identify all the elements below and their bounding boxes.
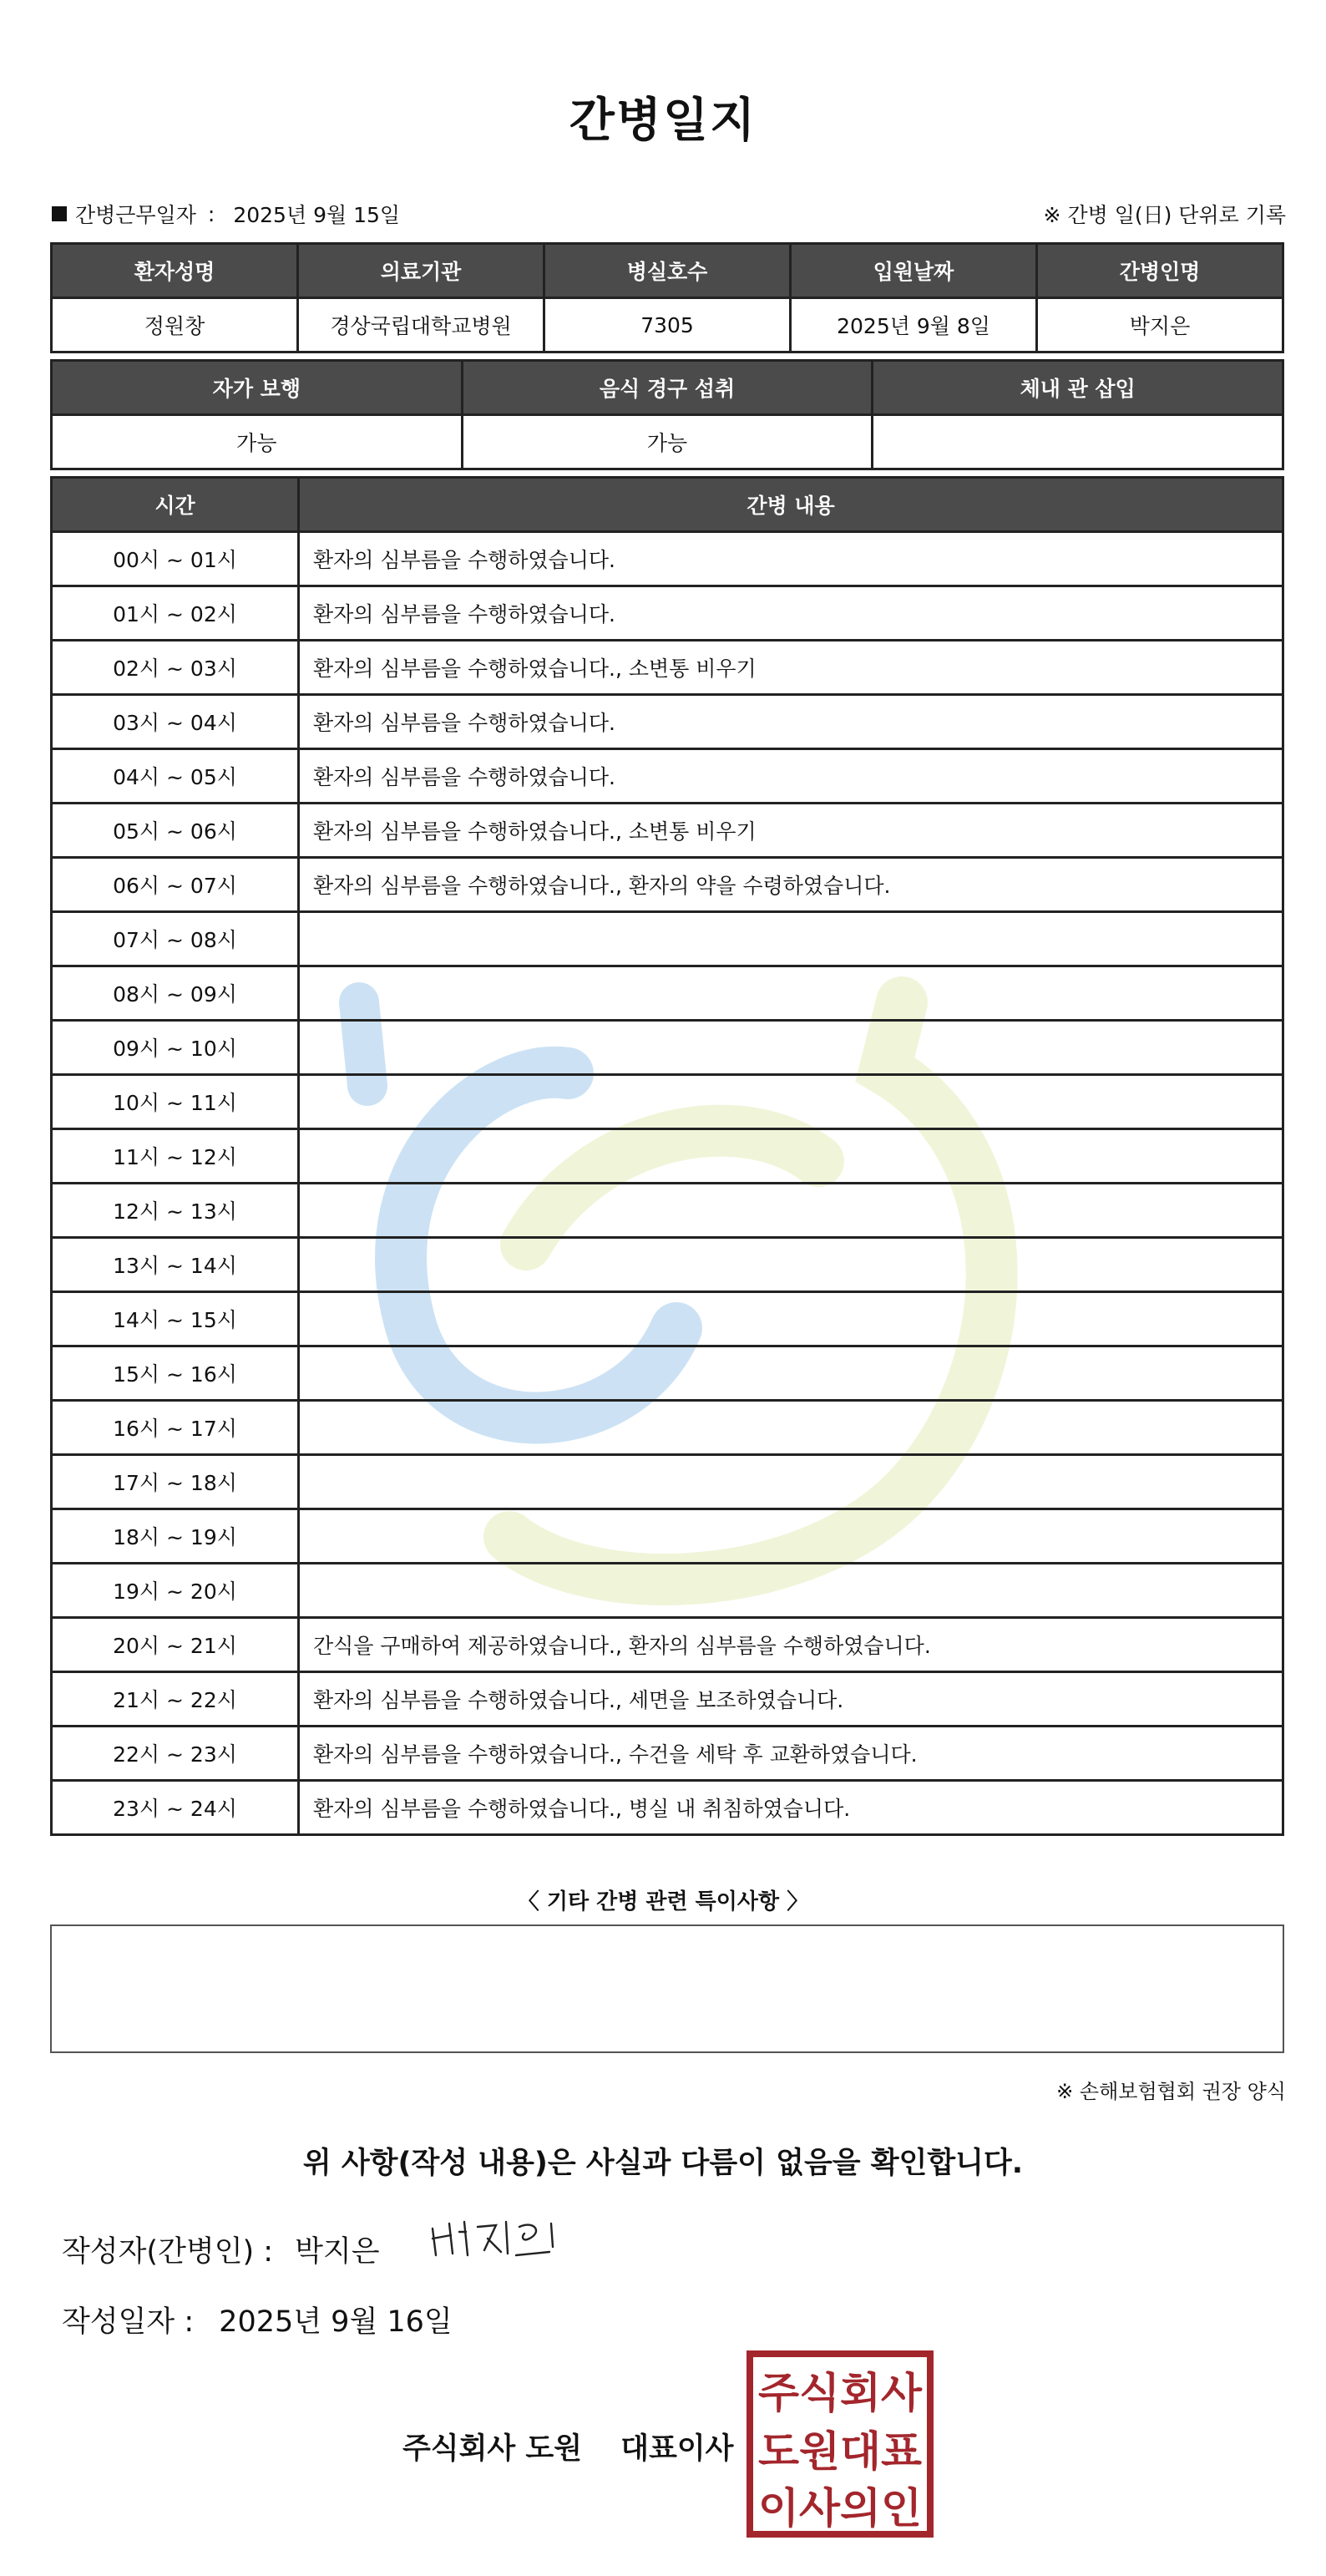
company-signature (402, 2426, 733, 2467)
svg-text:이사의인: 이사의인 (758, 2484, 922, 2533)
writer-row (62, 2229, 380, 2270)
care-log-row (52, 1129, 1283, 1184)
care-log-time: 15시 ~ 16시 (52, 1346, 299, 1401)
care-log-row (52, 1455, 1283, 1509)
care-log-time: 04시 ~ 05시 (52, 749, 299, 804)
care-log-content (299, 1292, 1283, 1346)
care-log-content: 환자의 심부름을 수행하였습니다., 세면을 보조하였습니다. (299, 1672, 1283, 1727)
company-name: 주식회사 도원 (402, 2432, 583, 2466)
written-date-label: 작성일자 : (62, 2305, 195, 2339)
written-date-value: 2025년 9월 16일 (219, 2305, 453, 2339)
patient-info-table (50, 242, 1284, 353)
header-caregiver-name: 간병인명 (1037, 244, 1283, 298)
care-log-time: 18시 ~ 19시 (52, 1509, 299, 1564)
care-log-content (299, 1021, 1283, 1075)
svg-text:주식회사: 주식회사 (758, 2369, 923, 2417)
care-log-time: 12시 ~ 13시 (52, 1184, 299, 1238)
care-log-content: 환자의 심부름을 수행하였습니다. (299, 695, 1283, 749)
care-log-row (52, 1075, 1283, 1129)
care-date-label: 간병근무일자 (75, 203, 196, 227)
care-log-time: 23시 ~ 24시 (52, 1781, 299, 1835)
patient-name: 정원창 (52, 298, 298, 352)
admission-date: 2025년 9월 8일 (791, 298, 1037, 352)
care-log-content: 환자의 심부름을 수행하였습니다. (299, 749, 1283, 804)
representative-title: 대표이사 (620, 2432, 734, 2466)
care-date-row (52, 199, 400, 229)
care-log-row (52, 1727, 1283, 1781)
care-log-row (52, 1401, 1283, 1455)
daily-record-note: ※ 간병 일(日) 단위로 기록 (1043, 203, 1286, 227)
care-log-row (52, 749, 1283, 804)
care-log-row (52, 641, 1283, 695)
care-log-row (52, 858, 1283, 912)
care-log-body (52, 532, 1283, 1835)
care-log-row (52, 1509, 1283, 1564)
tube-insertion-value (873, 415, 1283, 469)
care-log-row (52, 1618, 1283, 1672)
care-log-content: 환자의 심부름을 수행하였습니다., 병실 내 취침하였습니다. (299, 1781, 1283, 1835)
patient-info-header-row (52, 244, 1283, 298)
header-admission-date: 입원날짜 (791, 244, 1037, 298)
care-log-content: 환자의 심부름을 수행하였습니다., 환자의 약을 수령하였습니다. (299, 858, 1283, 912)
written-date-row (62, 2299, 453, 2340)
care-log-time: 10시 ~ 11시 (52, 1075, 299, 1129)
svg-text:도원대표: 도원대표 (758, 2427, 923, 2476)
care-log-time: 13시 ~ 14시 (52, 1238, 299, 1292)
header-oral-intake: 음식 경구 섭취 (462, 361, 873, 415)
care-log-time: 17시 ~ 18시 (52, 1455, 299, 1509)
care-log-row (52, 1021, 1283, 1075)
care-log-row (52, 1672, 1283, 1727)
document-title: 간병일지 (569, 94, 757, 148)
oral-intake-value: 가능 (462, 415, 873, 469)
care-log-time: 11시 ~ 12시 (52, 1129, 299, 1184)
confirmation-statement: 위 사항(작성 내용)은 사실과 다름이 없음을 확인합니다. (302, 2147, 1024, 2180)
room-number: 7305 (544, 298, 791, 352)
patient-status-table (50, 359, 1284, 470)
patient-status-header-row (52, 361, 1283, 415)
care-log-time: 01시 ~ 02시 (52, 586, 299, 641)
care-log-content (299, 966, 1283, 1021)
care-log-content (299, 1509, 1283, 1564)
care-log-header-row (52, 478, 1283, 532)
header-care-content: 간병 내용 (299, 478, 1283, 532)
caregiver-name: 박지은 (1037, 298, 1283, 352)
care-log-time: 03시 ~ 04시 (52, 695, 299, 749)
care-log-row (52, 1184, 1283, 1238)
care-log-row (52, 532, 1283, 586)
form-source-note: ※ 손해보험협회 권장 양식 (1056, 2080, 1286, 2103)
care-date-colon: : (207, 201, 215, 226)
care-log-content (299, 1075, 1283, 1129)
care-log-content: 환자의 심부름을 수행하였습니다. (299, 532, 1283, 586)
care-log-content (299, 1346, 1283, 1401)
care-log-content (299, 1129, 1283, 1184)
care-log-time: 05시 ~ 06시 (52, 804, 299, 858)
header-room-number: 병실호수 (544, 244, 791, 298)
care-log-table (50, 476, 1284, 1836)
remarks-box (50, 1924, 1284, 2053)
care-log-row (52, 1346, 1283, 1401)
care-log-time: 16시 ~ 17시 (52, 1401, 299, 1455)
care-log-content (299, 1184, 1283, 1238)
care-log-content: 환자의 심부름을 수행하였습니다., 수건을 세탁 후 교환하였습니다. (299, 1727, 1283, 1781)
care-log-content (299, 1564, 1283, 1618)
care-log-time: 06시 ~ 07시 (52, 858, 299, 912)
care-log-content (299, 1401, 1283, 1455)
care-log-time: 09시 ~ 10시 (52, 1021, 299, 1075)
handwritten-signature (426, 2213, 568, 2274)
care-log-time: 00시 ~ 01시 (52, 532, 299, 586)
header-patient-name: 환자성명 (52, 244, 298, 298)
care-log-time: 22시 ~ 23시 (52, 1727, 299, 1781)
care-log-time: 08시 ~ 09시 (52, 966, 299, 1021)
care-log-content: 환자의 심부름을 수행하였습니다., 소변통 비우기 (299, 804, 1283, 858)
care-log-content (299, 1238, 1283, 1292)
care-log-row (52, 912, 1283, 966)
header-time: 시간 (52, 478, 299, 532)
care-log-row (52, 1781, 1283, 1835)
care-log-row (52, 1564, 1283, 1618)
header-tube-insertion: 체내 관 삽입 (873, 361, 1283, 415)
care-log-time: 07시 ~ 08시 (52, 912, 299, 966)
header-hospital: 의료기관 (298, 244, 544, 298)
care-log-time: 02시 ~ 03시 (52, 641, 299, 695)
square-bullet-icon (52, 206, 67, 221)
self-walking-value: 가능 (52, 415, 463, 469)
care-log-content: 환자의 심부름을 수행하였습니다., 소변통 비우기 (299, 641, 1283, 695)
patient-status-value-row (52, 415, 1283, 469)
care-log-row (52, 695, 1283, 749)
writer-name: 박지은 (295, 2235, 380, 2269)
care-log-content: 환자의 심부름을 수행하였습니다. (299, 586, 1283, 641)
care-log-row (52, 1238, 1283, 1292)
care-log-time: 19시 ~ 20시 (52, 1564, 299, 1618)
company-seal-stamp (745, 2349, 935, 2539)
care-log-row (52, 966, 1283, 1021)
hospital-name: 경상국립대학교병원 (298, 298, 544, 352)
care-log-row (52, 586, 1283, 641)
care-log-time: 14시 ~ 15시 (52, 1292, 299, 1346)
patient-info-value-row (52, 298, 1283, 352)
care-date-value: 2025년 9월 15일 (233, 203, 401, 227)
writer-label: 작성자(간병인) : (62, 2235, 274, 2269)
care-log-content: 간식을 구매하여 제공하였습니다., 환자의 심부름을 수행하였습니다. (299, 1618, 1283, 1672)
care-log-content (299, 1455, 1283, 1509)
care-log-row (52, 804, 1283, 858)
care-log-content (299, 912, 1283, 966)
care-log-row (52, 1292, 1283, 1346)
remarks-title: 〈 기타 간병 관련 특이사항 〉 (517, 1889, 809, 1914)
header-self-walking: 자가 보행 (52, 361, 463, 415)
care-log-time: 20시 ~ 21시 (52, 1618, 299, 1672)
care-log-time: 21시 ~ 22시 (52, 1672, 299, 1727)
